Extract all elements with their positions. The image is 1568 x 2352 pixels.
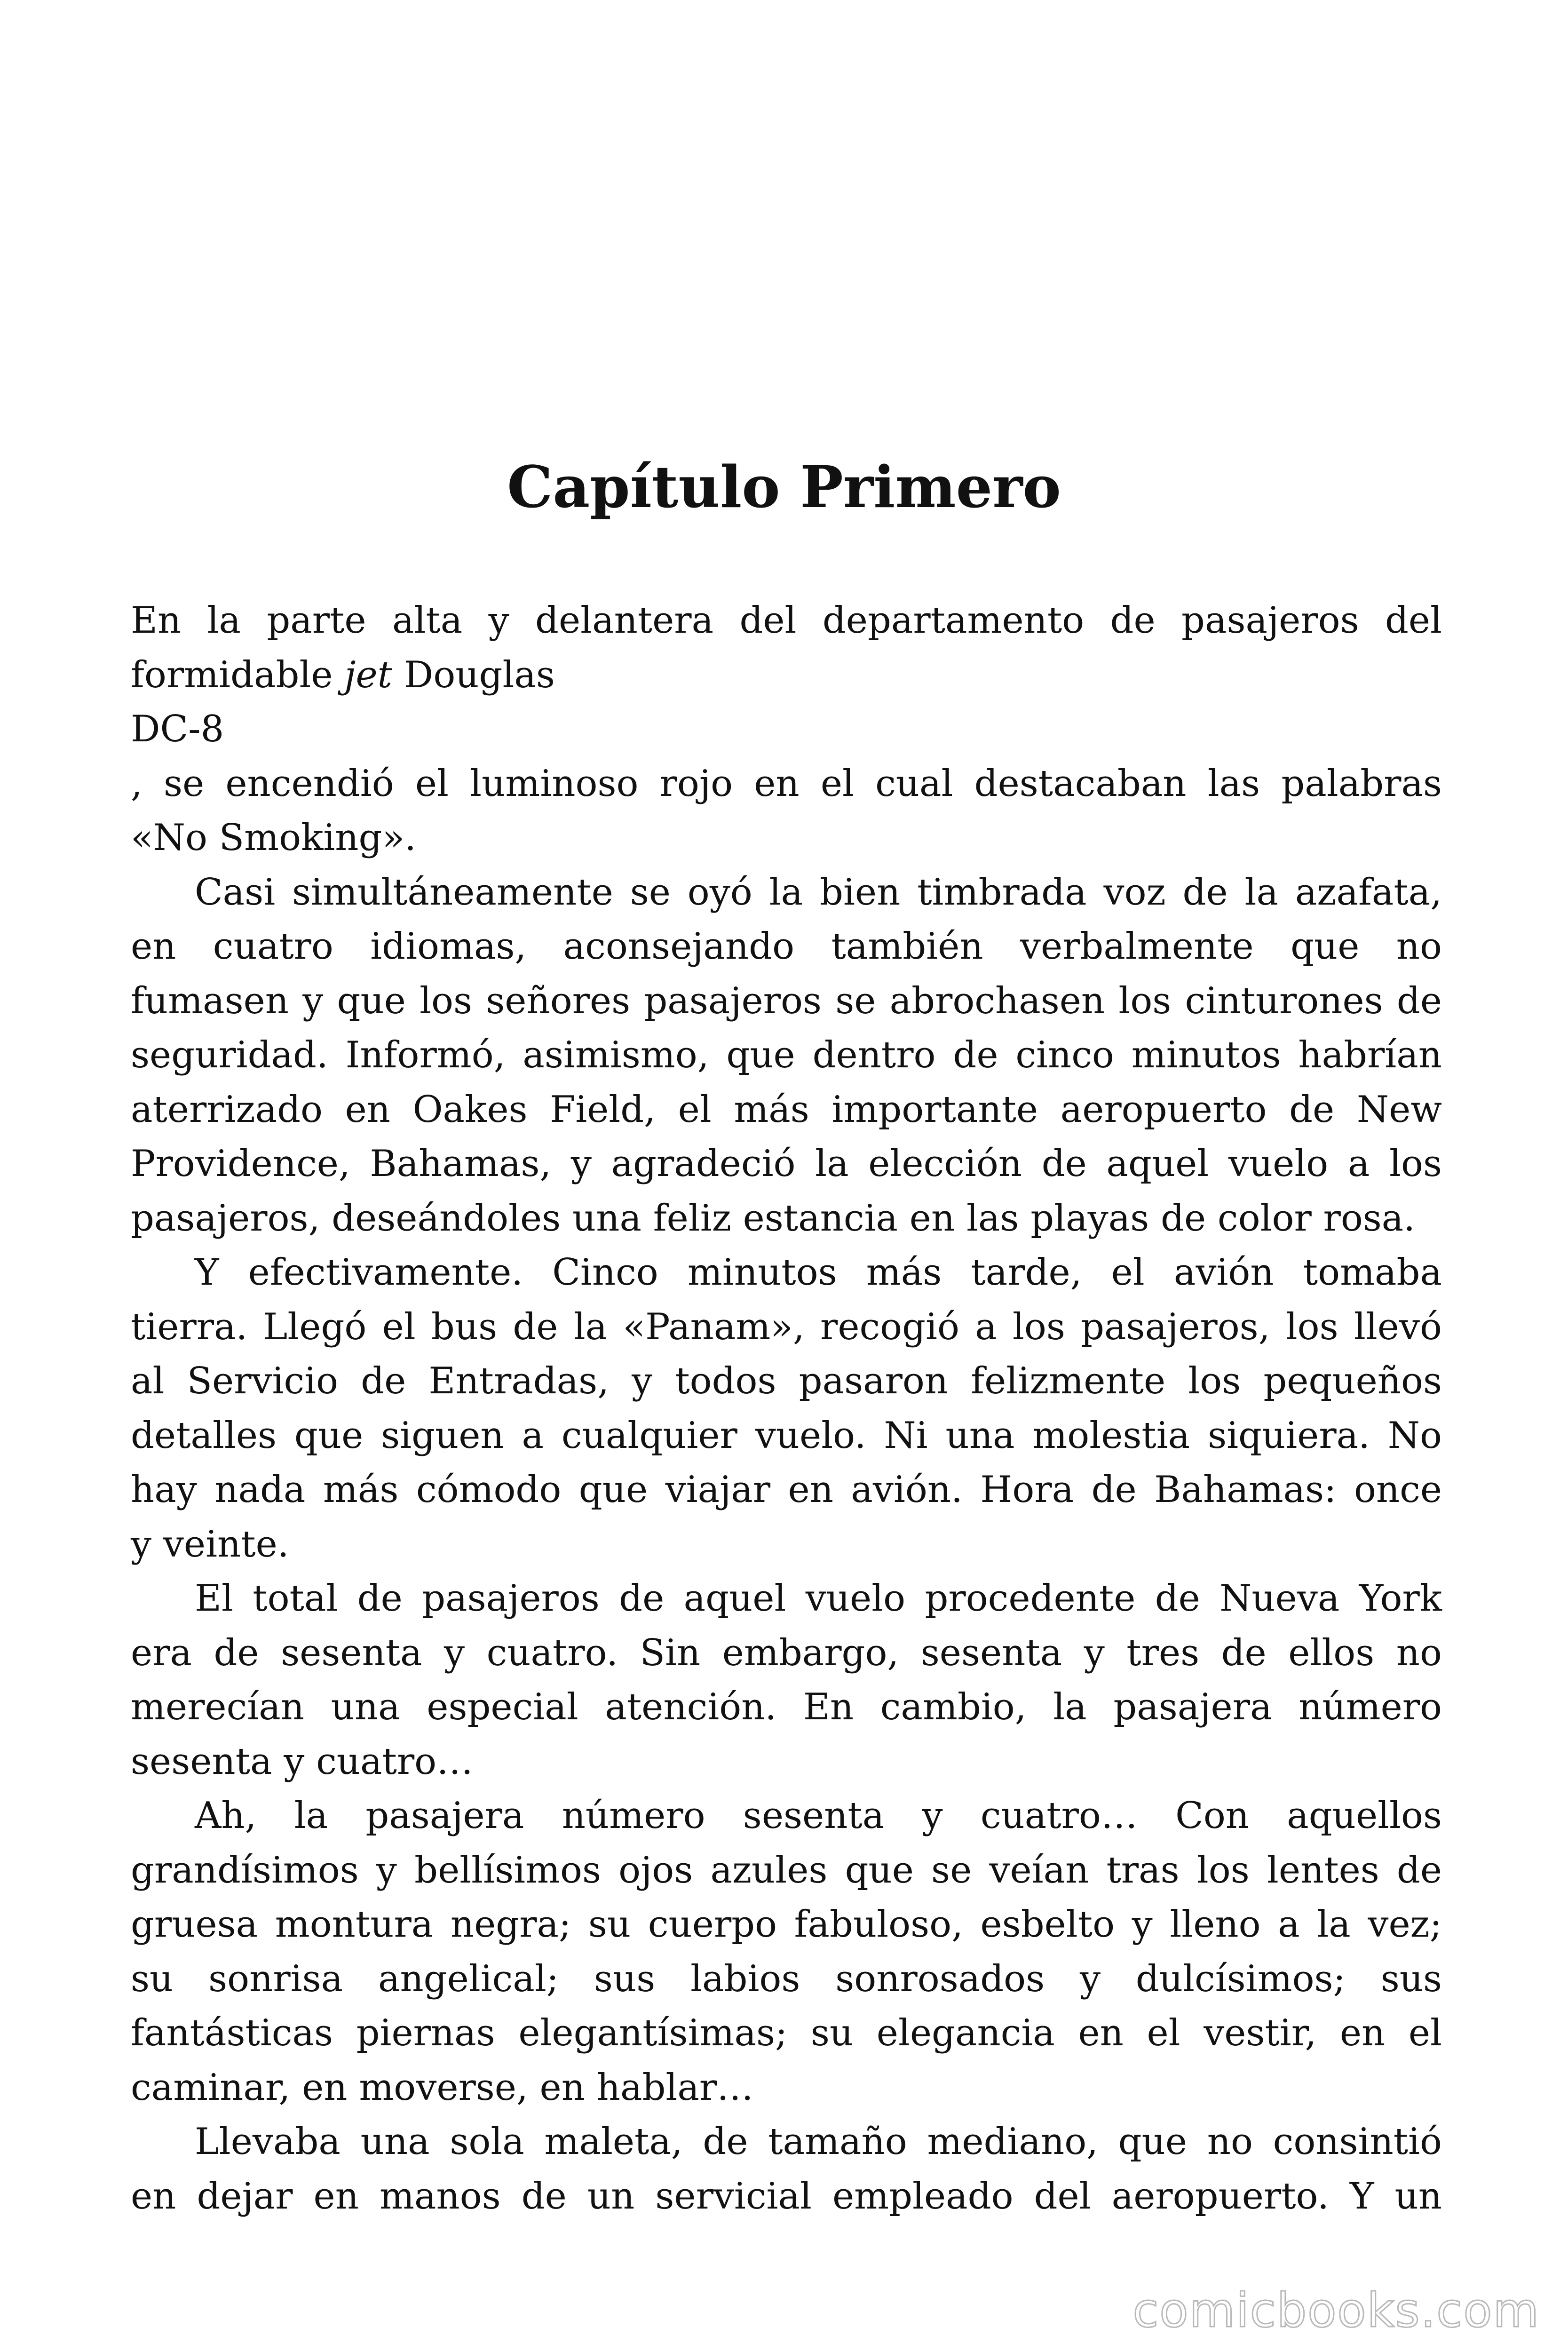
- text-line: sesenta y cuatro…: [131, 1740, 474, 1783]
- paragraph-5: [131, 1789, 1442, 2115]
- paragraph-3: [131, 1246, 1442, 1572]
- text-line: fumasen y que los señores pasajeros se abrochasen los cinturones de: [131, 979, 1442, 1022]
- text-line: , se encendió el luminoso rojo en el cual destacaban las palabras: [131, 762, 1442, 805]
- paragraph-2: [131, 866, 1442, 1246]
- text-line: Llevaba una sola maleta, de tamaño mediano, que no consintió: [195, 2121, 1442, 2163]
- text-line: merecían una especial atención. En cambio, la pasajera número: [131, 1686, 1442, 1728]
- text-line: era de sesenta y cuatro. Sin embargo, sesenta y tres de ellos no: [131, 1631, 1442, 1674]
- text-line: Providence, Bahamas, y agradeció la elección de aquel vuelo a los: [131, 1143, 1442, 1185]
- text-line: En la parte alta y delantera del departamento de pasajeros del: [131, 599, 1442, 642]
- text-line: aterrizado en Oakes Field, el más importante aeropuerto de New: [131, 1088, 1442, 1131]
- text-line: tierra. Llegó el bus de la «Panam», recogió a los pasajeros, los llevó: [131, 1305, 1442, 1348]
- paragraph-4: [131, 1572, 1442, 1789]
- text-line: pasajeros, deseándoles una feliz estancia en las playas de color rosa.: [131, 1197, 1416, 1240]
- text-line: caminar, en moverse, en hablar…: [131, 2066, 754, 2109]
- text-line: seguridad. Informó, asimismo, que dentro de cinco minutos habrían: [131, 1034, 1442, 1076]
- text-line: Casi simultáneamente se oyó la bien timbrada voz de la azafata,: [195, 871, 1442, 914]
- italic-word: jet: [344, 653, 392, 696]
- text-line: en cuatro idiomas, aconsejando también verbalmente que no: [131, 925, 1442, 968]
- text-line: su sonrisa angelical; sus labios sonrosados y dulcísimos; sus: [131, 1957, 1442, 2000]
- text-fragment: formidable: [131, 653, 333, 696]
- text-fragment: Douglas: [404, 653, 555, 696]
- chapter-body: [131, 594, 1442, 2224]
- text-line: Y efectivamente. Cinco minutos más tarde, el avión tomaba: [195, 1251, 1442, 1294]
- text-line: al Servicio de Entradas, y todos pasaron felizmente los pequeños: [131, 1360, 1442, 1402]
- chapter-title: Capítulo Primero: [507, 453, 1061, 521]
- watermark-logo: comicbooks.com: [1132, 2283, 1540, 2338]
- text-line: fantásticas piernas elegantísimas; su elegancia en el vestir, en el: [131, 2012, 1442, 2054]
- text-line: gruesa montura negra; su cuerpo fabuloso, esbelto y lleno a la vez;: [131, 1903, 1442, 1946]
- text-line: grandísimos y bellísimos ojos azules que se veían tras los lentes de: [131, 1849, 1442, 1891]
- text-line: «No Smoking».: [131, 817, 416, 859]
- paragraph-6: [131, 2115, 1442, 2224]
- paragraph-1: [131, 594, 1442, 866]
- text-line: en dejar en manos de un servicial empleado del aeropuerto. Y un: [131, 2175, 1442, 2217]
- text-line: [131, 648, 1442, 703]
- text-line: DC-8: [131, 708, 224, 750]
- text-line: El total de pasajeros de aquel vuelo procedente de Nueva York: [195, 1577, 1442, 1620]
- text-line: Ah, la pasajera número sesenta y cuatro… Con aquellos: [195, 1795, 1442, 1837]
- text-line: y veinte.: [131, 1523, 289, 1565]
- text-line: detalles que siguen a cualquier vuelo. Ni una molestia siquiera. No: [131, 1414, 1442, 1457]
- text-line: hay nada más cómodo que viajar en avión. Hora de Bahamas: once: [131, 1469, 1442, 1511]
